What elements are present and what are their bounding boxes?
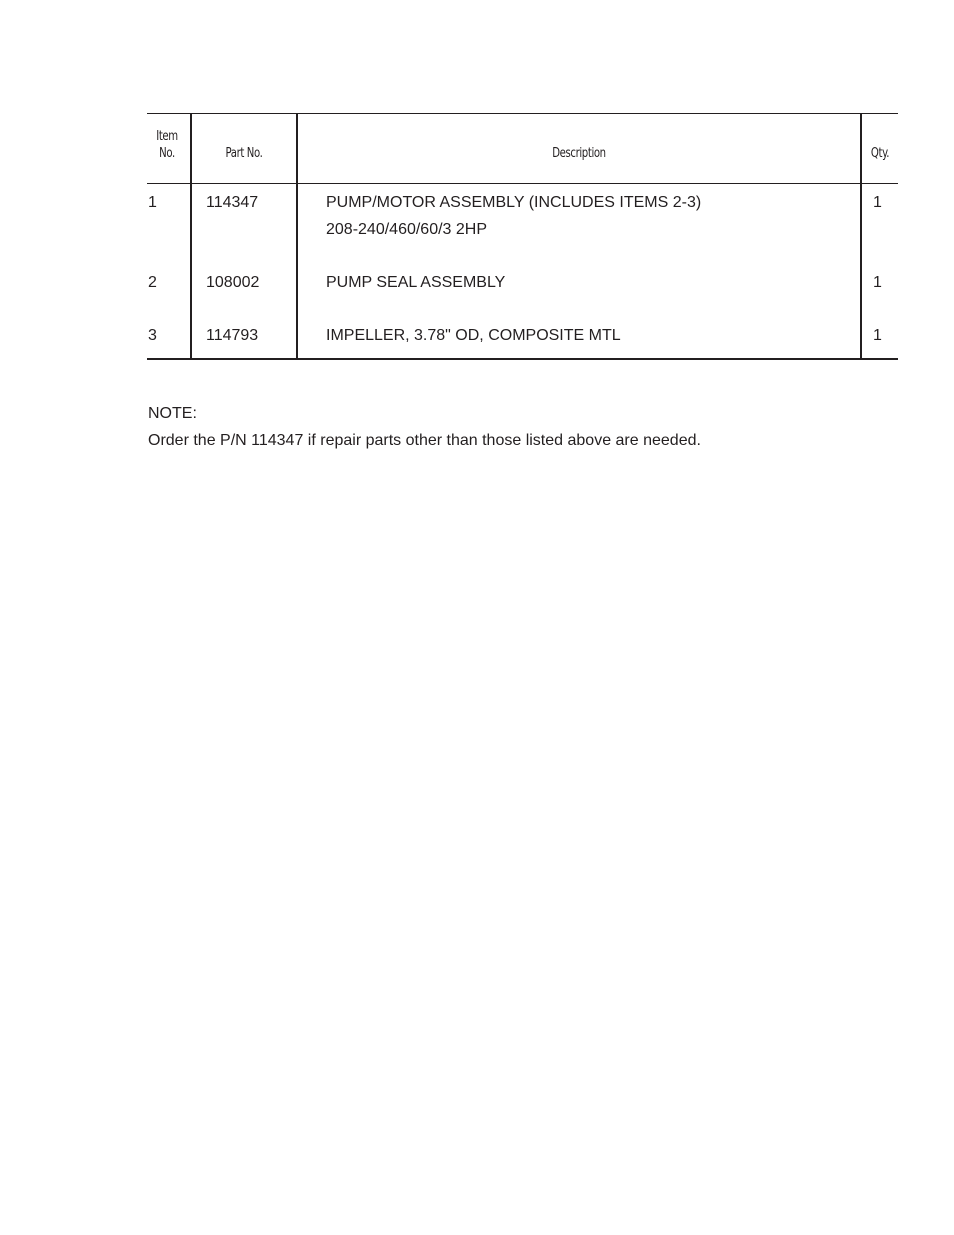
row-1-description-line2: 208-240/460/60/3 2HP	[326, 221, 488, 238]
column-divider	[190, 114, 192, 358]
row-3-description: IMPELLER, 3.78" OD, COMPOSITE MTL	[326, 327, 621, 344]
row-2-description: PUMP SEAL ASSEMBLY	[326, 274, 506, 291]
header-divider	[147, 183, 898, 184]
header-qty: Qty.	[870, 146, 890, 161]
column-divider	[860, 114, 862, 358]
header-item-no-line2: No.	[159, 146, 175, 161]
row-3-qty: 1	[873, 327, 882, 344]
row-1-item: 1	[148, 194, 157, 211]
row-1-part: 114347	[206, 194, 259, 211]
header-item-no-line1: Item	[156, 129, 178, 144]
header-item-no	[151, 128, 182, 162]
header-part-no: Part No.	[225, 146, 263, 161]
row-3-part: 114793	[206, 327, 259, 344]
header-description: Description	[552, 146, 606, 161]
note-label: NOTE:	[148, 405, 197, 422]
row-2-item: 2	[148, 274, 157, 291]
note-text: Order the P/N 114347 if repair parts other than those listed above are needed.	[148, 432, 701, 449]
row-3-item: 3	[148, 327, 157, 344]
column-divider	[296, 114, 298, 358]
row-2-part: 108002	[206, 274, 260, 291]
row-2-qty: 1	[873, 274, 882, 291]
row-1-description-line1: PUMP/MOTOR ASSEMBLY (INCLUDES ITEMS 2-3)	[326, 194, 702, 211]
parts-table	[147, 113, 898, 360]
row-1-qty: 1	[873, 194, 882, 211]
